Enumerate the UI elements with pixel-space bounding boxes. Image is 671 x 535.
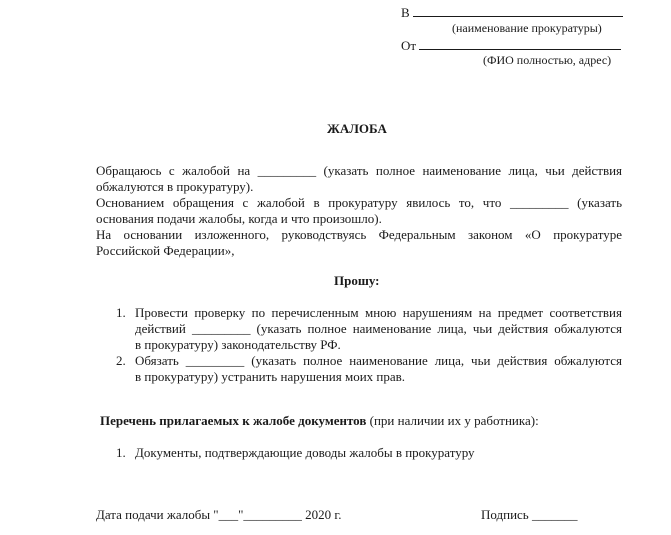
filing-date: Дата подачи жалобы "___"_________ 2020 г. [96, 507, 342, 522]
attachments-heading-bold: Перечень прилагаемых к жалобе документов [100, 413, 367, 428]
from-prefix: От [401, 38, 417, 53]
intro-text: Основанием обращения с жалобой в прокуратуру явилось то, что [96, 195, 502, 210]
attachments-heading-note: (при наличии их у работника): [369, 413, 539, 428]
signature-blank: _______ [532, 507, 578, 522]
blank-field: _________ [185, 353, 245, 368]
to-caption: (наименование прокуратуры) [452, 21, 602, 35]
to-blank [413, 4, 623, 17]
request-2-line-1 [135, 353, 622, 368]
request-text: действий [135, 321, 186, 336]
request-2-line-2: в прокуратуру) устранить нарушения моих прав. [135, 369, 406, 384]
request-1-line-3: в прокуратуру) законодательству РФ. [135, 337, 341, 352]
request-1-number: 1. [116, 305, 126, 320]
intro-text: (указать полное наименование лица, чьи действия [323, 163, 623, 178]
blank-field: _________ [509, 195, 569, 210]
from-caption: (ФИО полностью, адрес) [483, 53, 612, 67]
blank-field: _________ [257, 163, 317, 178]
page-title: ЖАЛОБА [327, 121, 387, 136]
intro-line-5: На основании изложенного, руководствуясь Федеральным законом «О прокуратуре [96, 227, 622, 242]
request-text: (указать полное наименование лица, чьи действия обжалуются [256, 321, 623, 336]
request-1-line-1: Провести проверку по перечисленным мною нарушениям на предмет соответствия [135, 305, 622, 320]
request-text: (указать полное наименование лица, чьи действия обжалуются [251, 353, 623, 368]
intro-text: (указать [577, 195, 623, 210]
from-blank [419, 37, 621, 50]
intro-line-2: обжалуются в прокуратуру). [96, 179, 254, 194]
intro-text: Обращаюсь с жалобой на [96, 163, 251, 178]
signature-label: Подпись [481, 507, 529, 522]
blank-field: _________ [191, 321, 251, 336]
attachment-1-text: Документы, подтверждающие доводы жалобы в прокуратуру [135, 445, 475, 460]
request-2-number: 2. [116, 353, 126, 368]
intro-line-1 [96, 163, 622, 178]
attachments-heading [100, 413, 539, 428]
signature-line [481, 507, 578, 522]
intro-line-3 [96, 195, 622, 210]
request-1-line-2 [135, 321, 622, 336]
intro-line-4: основания подачи жалобы, когда и что произошло). [96, 211, 382, 226]
from-line [401, 37, 621, 53]
to-line [401, 4, 623, 20]
to-prefix: В [401, 5, 410, 20]
attachment-1-number: 1. [116, 445, 126, 460]
request-heading: Прошу: [334, 273, 380, 288]
intro-line-6: Российской Федерации», [96, 243, 235, 258]
request-text: Обязать [135, 353, 179, 368]
